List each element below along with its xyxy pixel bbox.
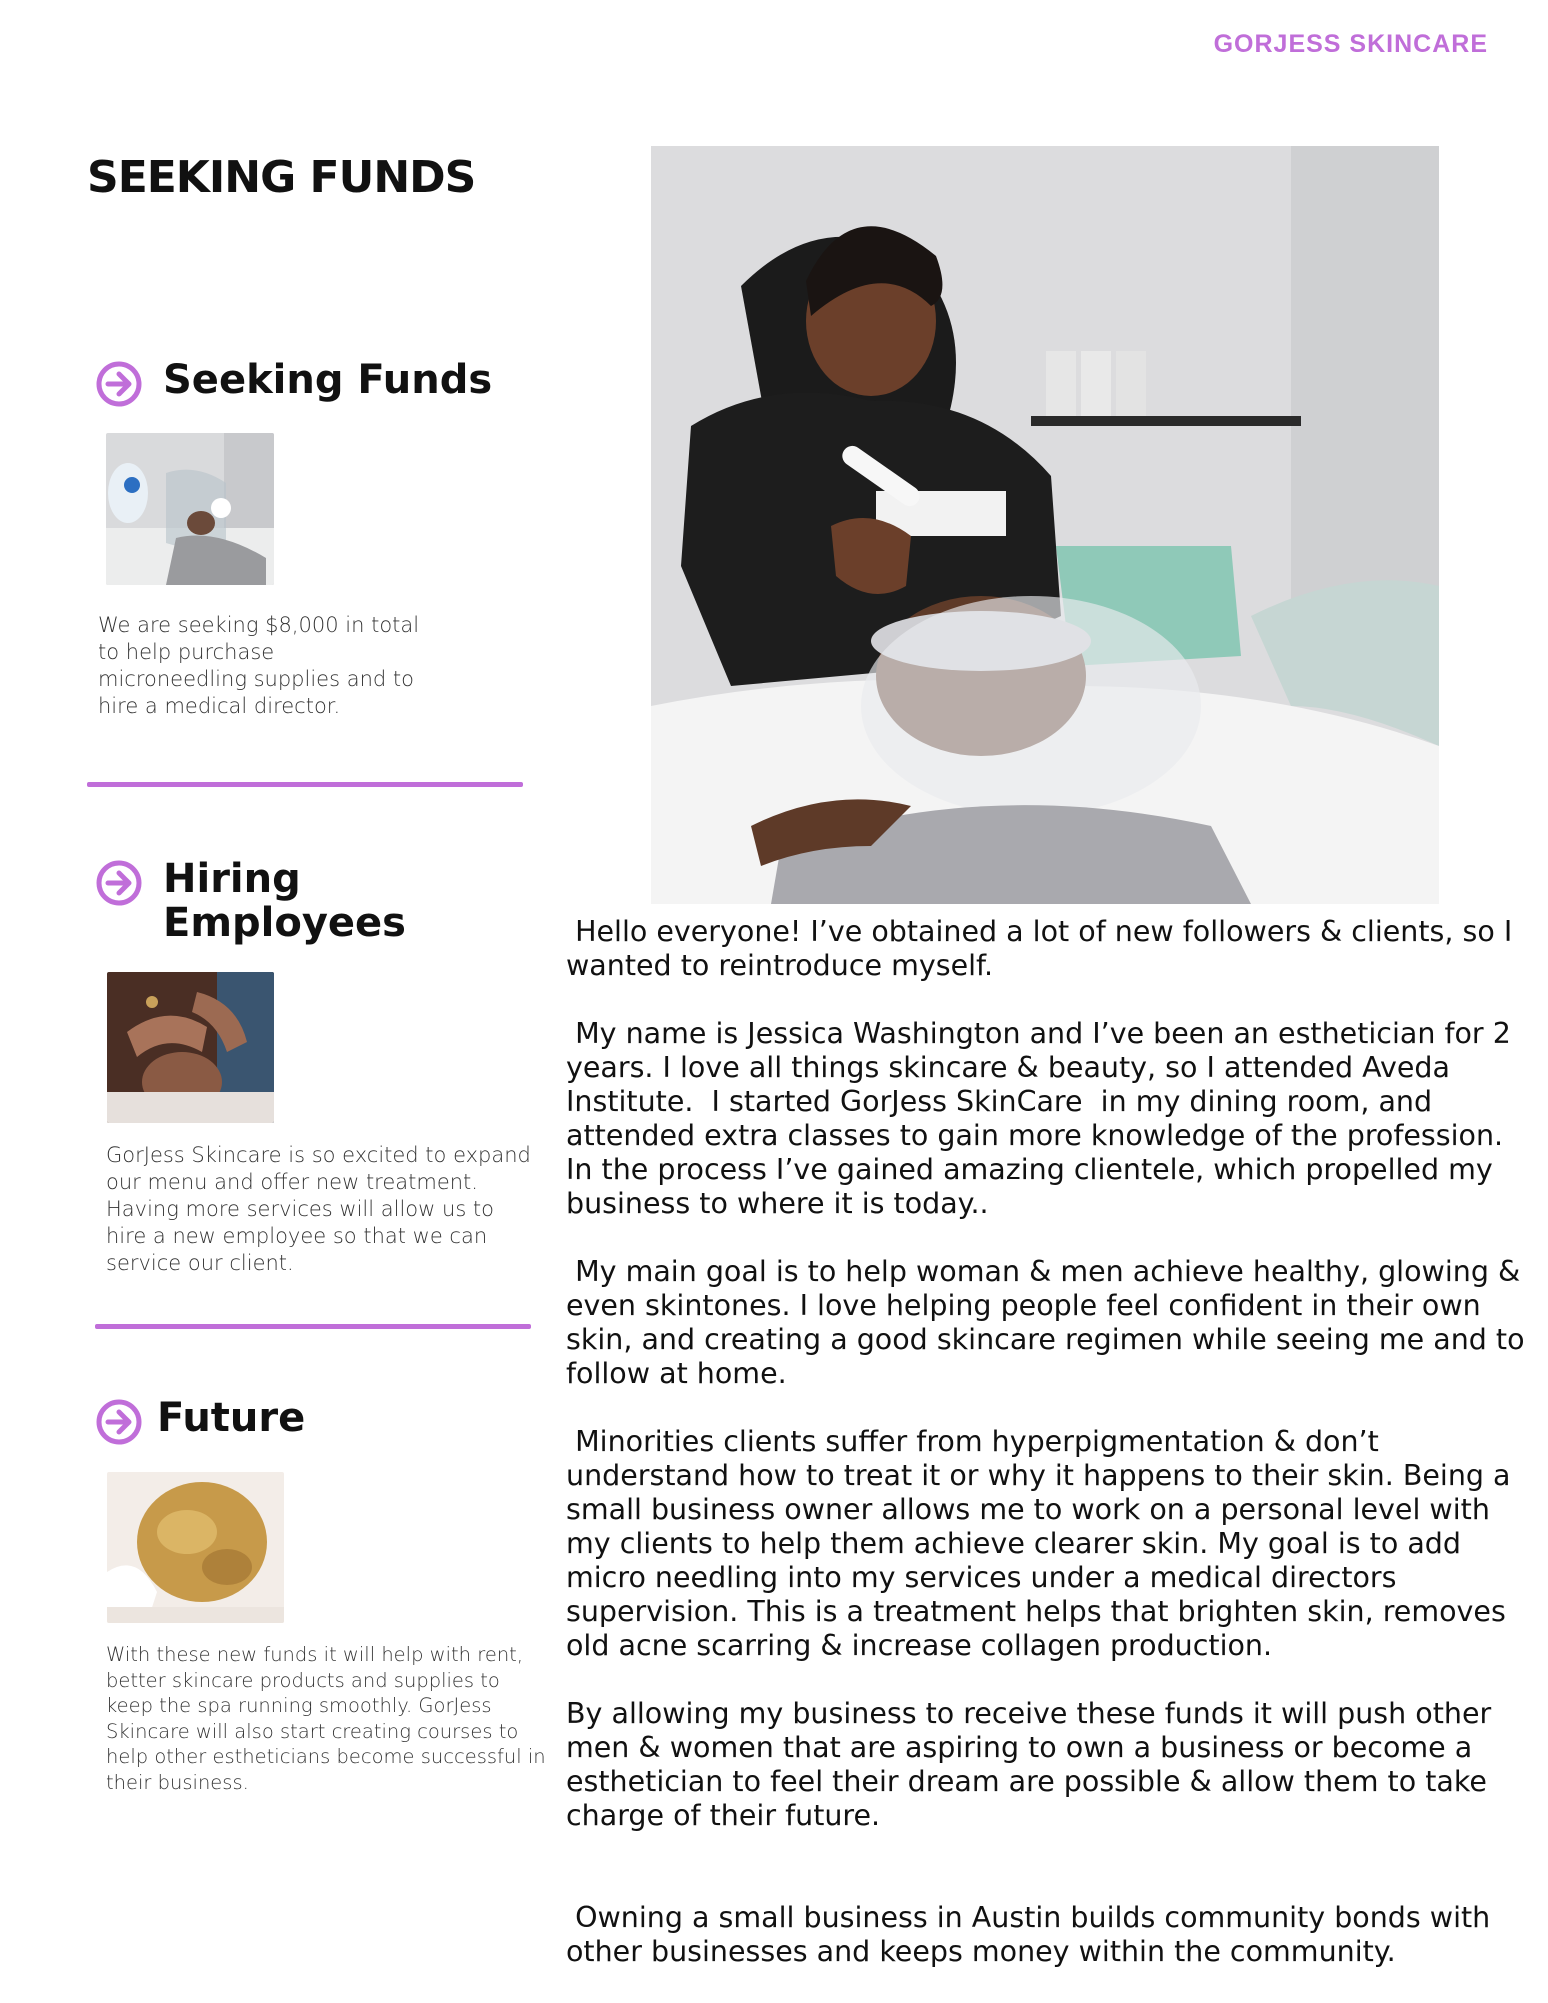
face-mask-photo	[107, 1472, 284, 1623]
brand-name: GORJESS SKINCARE	[1213, 30, 1488, 58]
section-seeking-funds-header	[95, 358, 492, 408]
circle-arrow-right-icon	[95, 1398, 143, 1446]
circle-arrow-right-icon	[95, 859, 143, 907]
section-divider	[87, 782, 523, 787]
story-text	[566, 915, 1534, 2003]
facial-massage-photo	[107, 972, 274, 1123]
section-title: Seeking Funds	[163, 357, 493, 403]
section-title: Hiring Employees	[163, 856, 406, 946]
section-body: We are seeking $8,000 in total to help purchase microneedling supplies and to hire a medical director.	[98, 613, 420, 718]
story-paragraph: Owning a small business in Austin builds community bonds with other businesses and keeps money within the community.	[566, 1901, 1500, 1968]
section-future-header	[95, 1396, 305, 1446]
section-body: With these new funds it will help with rent, better skincare products and supplies to keep the spa running smoothly. GorJess Skincare will also start creating courses to help other estheticians become successful in their business.	[106, 1643, 546, 1794]
story-paragraph: Minorities clients suffer from hyperpigmentation & don’t understand how to treat it or why it happens to their skin. Being a small business owner allows me to work on a personal level with my clients to help them achieve clearer skin. My goal is to add micro needling into my services under a medical directors supervision. This is a treatment helps that brighten skin, removes old acne scarring & increase collagen production.	[566, 1425, 1520, 1662]
section-hiring-employees-header	[95, 857, 423, 945]
esthetician-with-client-photo	[651, 146, 1439, 904]
spa-treatment-photo	[106, 433, 274, 585]
story-paragraph: By allowing my business to receive these funds it will push other men & women that are aspiring to own a business or become a esthetician to feel their dream are possible & allow them to take charge of their future.	[566, 1697, 1501, 1832]
circle-arrow-right-icon	[95, 360, 143, 408]
section-body: GorJess Skincare is so excited to expand our menu and offer new treatment. Having more services will allow us to hire a new employee so that we can service our client.	[106, 1143, 531, 1275]
page-title: SEEKING FUNDS	[87, 152, 476, 203]
story-paragraph: My main goal is to help woman & men achieve healthy, glowing & even skintones. I love helping people feel confident in their own skin, and creating a good skincare regimen while seeing me and to follow at home.	[566, 1255, 1534, 1390]
story-paragraph: My name is Jessica Washington and I’ve been an esthetician for 2 years. I love all things skincare & beauty, so I attended Aveda Institute. I started GorJess SkinCare in my dining room, and attended extra classes to gain more knowledge of the profession. In the process I’ve gained amazing clientele, which propelled my business to where it is today..	[566, 1017, 1520, 1220]
story-paragraph: Hello everyone! I’ve obtained a lot of new followers & clients, so I wanted to reintroduce myself.	[566, 915, 1522, 982]
section-title: Future	[157, 1395, 306, 1441]
section-divider	[95, 1324, 531, 1329]
